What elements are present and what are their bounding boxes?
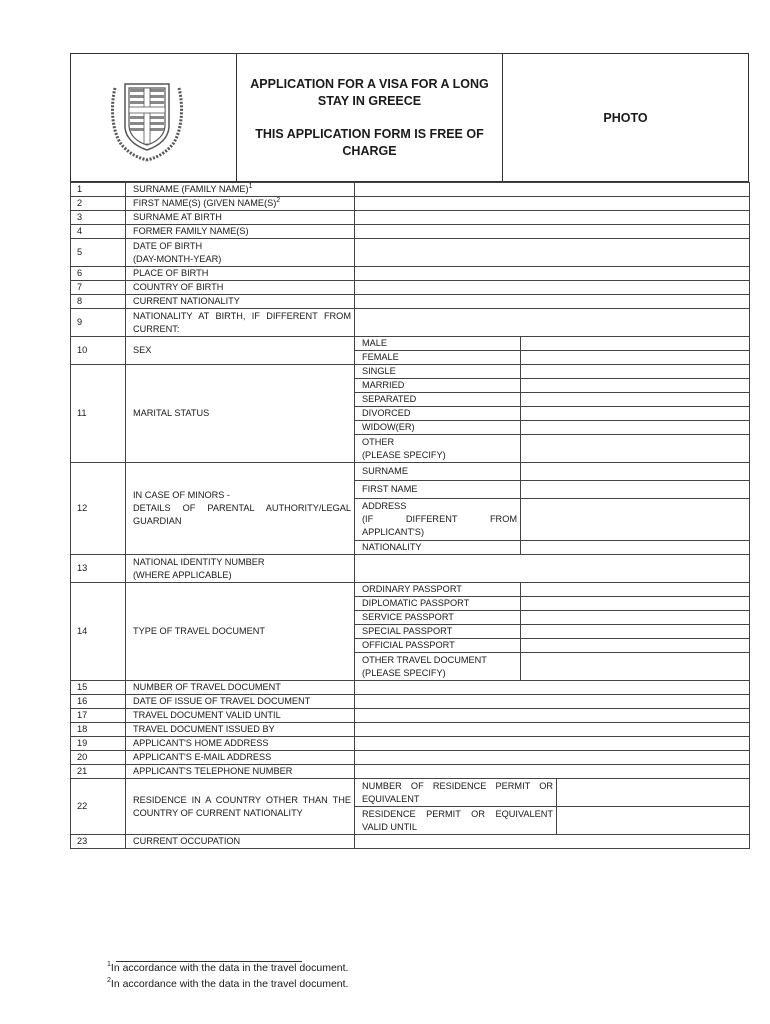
surname-input[interactable] [355,183,750,197]
photo-label: PHOTO [603,111,648,125]
label-line: DATE OF BIRTH [133,240,203,251]
marital-option: WIDOW(ER) [355,421,521,435]
field-label: COUNTRY OF BIRTH [126,281,355,295]
sex-option-female: FEMALE [355,351,521,365]
form-title [237,54,503,181]
row-number: 17 [71,709,126,723]
table-row [71,583,750,597]
residence-permit-valid-input[interactable] [557,807,750,835]
guardian-first-name-label: FIRST NAME [355,481,521,499]
field-label: APPLICANT'S HOME ADDRESS [126,737,355,751]
diplomatic-passport-checkbox[interactable] [521,597,750,611]
field-label: TRAVEL DOCUMENT ISSUED BY [126,723,355,737]
field-label [126,309,355,337]
label-line: IN CASE OF MINORS - [133,490,230,500]
label-line: OTHER [362,436,395,447]
row-number: 4 [71,225,126,239]
footnote [107,960,507,976]
label-line: EQUIVALENT [362,793,420,804]
country-of-birth-input[interactable] [355,281,750,295]
residence-permit-number-label [355,779,557,807]
first-name-input[interactable] [355,197,750,211]
travel-doc-issued-by-input[interactable] [355,723,750,737]
field-label [126,183,355,197]
label-line: DETAILS OF PARENTAL AUTHORITY/LEGAL [133,503,351,513]
field-label: CURRENT OCCUPATION [126,835,355,849]
row-number: 1 [71,183,126,197]
sex-male-checkbox[interactable] [521,337,750,351]
label-line: NATIONAL IDENTITY NUMBER [133,556,265,567]
greek-coat-of-arms-icon [107,74,187,162]
marital-married-checkbox[interactable] [521,379,750,393]
table-row [71,835,750,849]
table-row [71,239,750,267]
table-row [71,723,750,737]
label-line: APPLICANT'S) [362,527,424,537]
label-line: COUNTRY OF CURRENT NATIONALITY [133,807,303,818]
travel-doc-option: ORDINARY PASSPORT [355,583,521,597]
field-label: CURRENT NATIONALITY [126,295,355,309]
photo-box[interactable] [503,54,748,181]
field-label [126,197,355,211]
national-id-input[interactable] [355,555,750,583]
table-row [71,225,750,239]
row-number: 15 [71,681,126,695]
field-label: PLACE OF BIRTH [126,267,355,281]
marital-option: SINGLE [355,365,521,379]
travel-doc-option: SERVICE PASSPORT [355,611,521,625]
other-travel-doc-input[interactable] [521,653,750,681]
table-row [71,681,750,695]
row-number: 12 [71,463,126,555]
row-number: 23 [71,835,126,849]
footnote-mark: 2 [107,977,111,984]
telephone-input[interactable] [355,765,750,779]
first-name-label: FIRST NAME(S) (GIVEN NAME(S) [133,198,277,208]
marital-single-checkbox[interactable] [521,365,750,379]
marital-widow-checkbox[interactable] [521,421,750,435]
row-number: 13 [71,555,126,583]
former-family-name-input[interactable] [355,225,750,239]
travel-doc-option: OFFICIAL PASSPORT [355,639,521,653]
label-line: RESIDENCE PERMIT OR EQUIVALENT [362,808,553,819]
label-line: (IF DIFFERENT FROM [362,514,517,524]
official-passport-checkbox[interactable] [521,639,750,653]
table-row [71,695,750,709]
row-number: 5 [71,239,126,267]
field-label: SURNAME AT BIRTH [126,211,355,225]
row-number: 14 [71,583,126,681]
application-form-table [70,182,750,849]
table-row [71,555,750,583]
field-label: TRAVEL DOCUMENT VALID UNTIL [126,709,355,723]
table-row [71,295,750,309]
travel-doc-option: DIPLOMATIC PASSPORT [355,597,521,611]
sex-female-checkbox[interactable] [521,351,750,365]
field-label: APPLICANT'S E-MAIL ADDRESS [126,751,355,765]
guardian-nationality-input[interactable] [521,541,750,555]
travel-doc-valid-until-input[interactable] [355,709,750,723]
marital-option: MARRIED [355,379,521,393]
row-number: 3 [71,211,126,225]
footnote-text: In accordance with the data in the travel document. [110,978,349,990]
label-line: CURRENT: [133,323,180,334]
row-number: 20 [71,751,126,765]
table-row [71,751,750,765]
label-line: (DAY-MONTH-YEAR) [133,253,222,264]
table-row [71,365,750,379]
field-label [126,463,355,555]
guardian-first-name-input[interactable] [521,481,750,499]
special-passport-checkbox[interactable] [521,625,750,639]
table-row [71,737,750,751]
travel-doc-option: SPECIAL PASSPORT [355,625,521,639]
current-nationality-input[interactable] [355,295,750,309]
table-row [71,281,750,295]
table-row [71,463,750,481]
title-main: APPLICATION FOR A VISA FOR A LONG STAY IN GREECE [250,77,489,108]
row-number: 7 [71,281,126,295]
row-number: 19 [71,737,126,751]
field-label [126,779,355,835]
row-number: 6 [71,267,126,281]
field-label: TYPE OF TRAVEL DOCUMENT [126,583,355,681]
surname-label: SURNAME (FAMILY NAME) [133,184,249,194]
table-row [71,709,750,723]
marital-divorced-checkbox[interactable] [521,407,750,421]
guardian-address-input[interactable] [521,499,750,541]
table-row [71,197,750,211]
service-passport-checkbox[interactable] [521,611,750,625]
home-address-input[interactable] [355,737,750,751]
field-label: MARITAL STATUS [126,365,355,463]
label-line: RESIDENCE IN A COUNTRY OTHER THAN THE [133,794,351,805]
date-of-birth-input[interactable] [355,239,750,267]
travel-doc-number-input[interactable] [355,681,750,695]
guardian-address-label [355,499,521,541]
guardian-surname-label: SURNAME [355,463,521,481]
guardian-surname-input[interactable] [521,463,750,481]
label-line: ADDRESS [362,501,407,511]
place-of-birth-input[interactable] [355,267,750,281]
footnotes [107,960,507,992]
guardian-nationality-label: NATIONALITY [355,541,521,555]
footnote-text: In accordance with the data in the travel document. [110,962,349,974]
label-line: GUARDIAN [133,516,182,526]
row-number: 2 [71,197,126,211]
label-line: (PLEASE SPECIFY) [362,667,446,678]
marital-option: DIVORCED [355,407,521,421]
title-free-of-charge: THIS APPLICATION FORM IS FREE OF CHARGE [255,127,484,158]
emblem-cell [71,54,237,181]
sex-option-male: MALE [355,337,521,351]
row-number: 8 [71,295,126,309]
field-label: FORMER FAMILY NAME(S) [126,225,355,239]
ordinary-passport-checkbox[interactable] [521,583,750,597]
field-label [126,555,355,583]
footnote-mark: 2 [276,197,281,204]
table-row [71,765,750,779]
label-line: OTHER TRAVEL DOCUMENT [362,654,487,665]
table-row [71,211,750,225]
table-row [71,309,750,337]
row-number: 21 [71,765,126,779]
form-header [70,53,749,182]
email-address-input[interactable] [355,751,750,765]
footnote [107,976,507,992]
marital-separated-checkbox[interactable] [521,393,750,407]
marital-option-other [355,435,521,463]
field-label: APPLICANT'S TELEPHONE NUMBER [126,765,355,779]
label-line: NATIONALITY AT BIRTH, IF DIFFERENT FROM [133,310,351,321]
nationality-at-birth-input[interactable] [355,309,750,337]
current-occupation-input[interactable] [355,835,750,849]
marital-other-input[interactable] [521,435,750,463]
footnote-mark: 1 [107,961,111,968]
marital-option: SEPARATED [355,393,521,407]
row-number: 22 [71,779,126,835]
table-row [71,183,750,197]
row-number: 10 [71,337,126,365]
surname-at-birth-input[interactable] [355,211,750,225]
label-line: VALID UNTIL [362,821,417,832]
residence-permit-valid-label [355,807,557,835]
label-line: (WHERE APPLICABLE) [133,569,232,580]
row-number: 9 [71,309,126,337]
travel-doc-option-other [355,653,521,681]
label-line: (PLEASE SPECIFY) [362,449,446,460]
field-label [126,239,355,267]
row-number: 18 [71,723,126,737]
travel-doc-issue-date-input[interactable] [355,695,750,709]
label-line: NUMBER OF RESIDENCE PERMIT OR [362,780,553,791]
table-row [71,337,750,351]
field-label: DATE OF ISSUE OF TRAVEL DOCUMENT [126,695,355,709]
table-row [71,267,750,281]
row-number: 11 [71,365,126,463]
field-label: SEX [126,337,355,365]
footnote-mark: 1 [248,183,253,190]
table-row [71,779,750,807]
residence-permit-number-input[interactable] [557,779,750,807]
row-number: 16 [71,695,126,709]
field-label: NUMBER OF TRAVEL DOCUMENT [126,681,355,695]
